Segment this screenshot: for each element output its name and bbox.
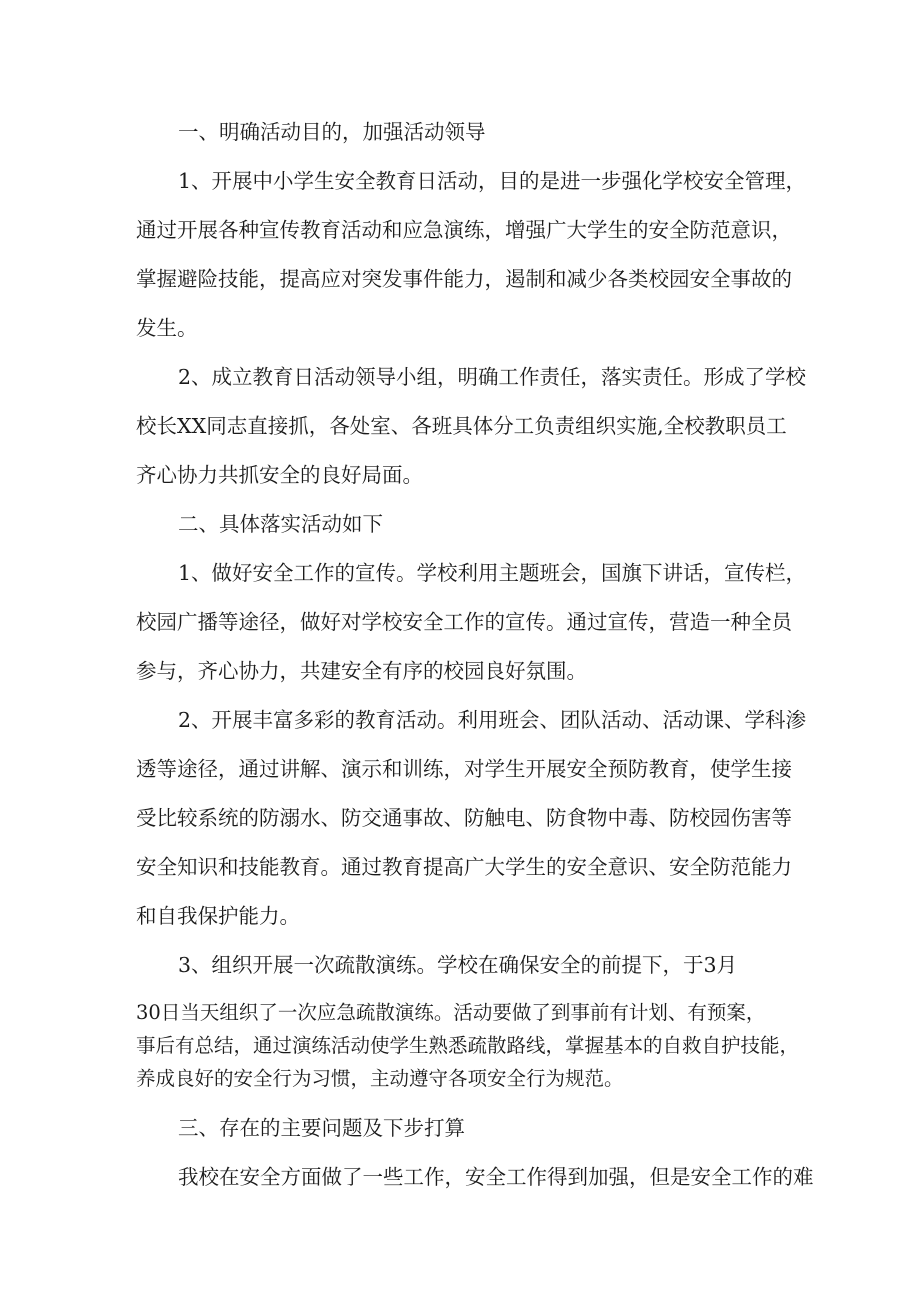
paragraph-line: 参与，齐心协力，共建安全有序的校园良好氛围。 <box>136 659 587 683</box>
paragraph-line: 1、做好安全工作的宣传。学校利用主题班会，国旗下讲话，宣传栏， <box>178 561 807 585</box>
paragraph-line: 2、开展丰富多彩的教育活动。利用班会、团队活动、活动课、学科渗 <box>178 708 807 732</box>
paragraph-line: 30日当天组织了一次应急疏散演练。活动要做了到事前有计划、有预案， <box>136 1001 766 1024</box>
paragraph-line: 通过开展各种宣传教育活动和应急演练，增强广大学生的安全防范意识， <box>136 218 792 242</box>
paragraph-line: 3、组织开展一次疏散演练。学校在确保安全的前提下，于3月 <box>178 953 738 977</box>
paragraph-line: 校长XX同志直接抓，各处室、各班具体分工负责组织实施,全校教职员工 <box>136 414 787 438</box>
paragraph-line: 我校在安全方面做了一些工作，安全工作得到加强，但是安全工作的难 <box>178 1165 814 1189</box>
paragraph-line: 透等途径，通过讲解、演示和训练，对学生开展安全预防教育，使学生接 <box>136 757 792 781</box>
paragraph-line: 事后有总结，通过演练活动使学生熟悉疏散路线，掌握基本的自救自护技能， <box>136 1034 800 1057</box>
paragraph-line: 1、开展中小学生安全教育日活动，目的是进一步强化学校安全管理， <box>178 169 807 193</box>
section-heading-1: 一、明确活动目的，加强活动领导 <box>178 120 486 144</box>
section-heading-3: 三、存在的主要问题及下步打算 <box>178 1116 465 1140</box>
paragraph-line: 发生。 <box>136 316 198 340</box>
paragraph-line: 和自我保护能力。 <box>136 904 300 928</box>
paragraph-line: 养成良好的安全行为习惯，主动遵守各项安全行为规范。 <box>136 1067 624 1090</box>
paragraph-line: 齐心协力共抓安全的良好局面。 <box>136 463 423 487</box>
paragraph-line: 2、成立教育日活动领导小组，明确工作责任，落实责任。形成了学校 <box>178 365 807 389</box>
paragraph-line: 安全知识和技能教育。通过教育提高广大学生的安全意识、安全防范能力 <box>136 855 792 879</box>
paragraph-line: 校园广播等途径，做好对学校安全工作的宣传。通过宣传，营造一种全员 <box>136 610 792 634</box>
paragraph-line: 掌握避险技能，提高应对突发事件能力，遏制和减少各类校园安全事故的 <box>136 267 792 291</box>
section-heading-2: 二、具体落实活动如下 <box>178 512 383 536</box>
paragraph-line: 受比较系统的防溺水、防交通事故、防触电、防食物中毒、防校园伤害等 <box>136 806 792 830</box>
